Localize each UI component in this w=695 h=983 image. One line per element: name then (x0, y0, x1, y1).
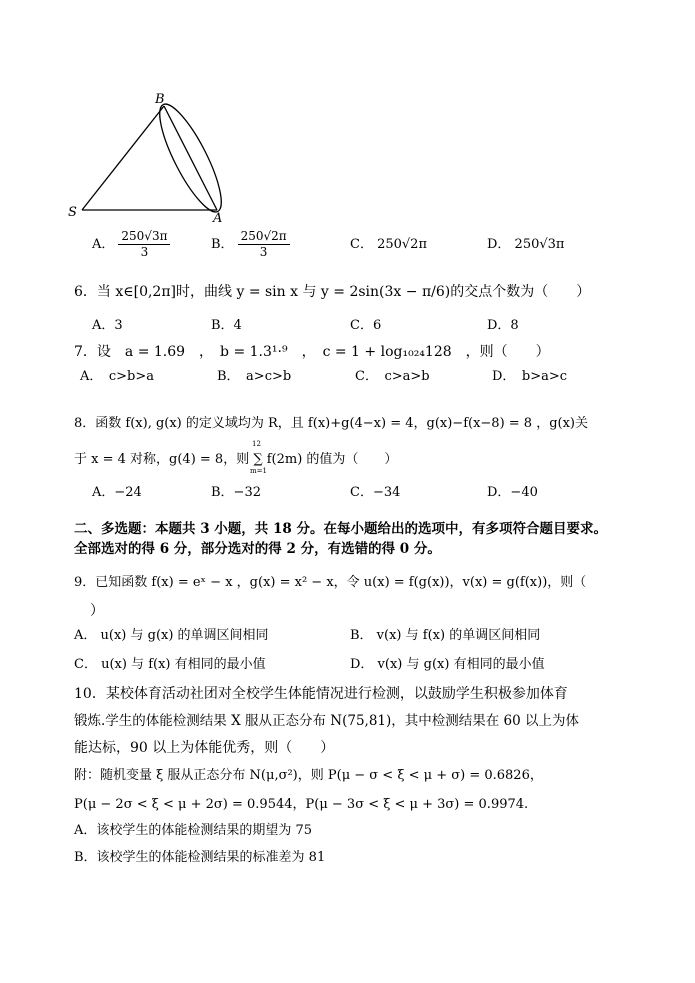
q10-line-1: 10．某校体育活动社团对全校学生体能情况进行检测，以鼓励学生积极参加体育 (74, 686, 568, 702)
cone-edge-sb (82, 106, 164, 210)
q7-option-a: A． c>b>a (80, 369, 155, 384)
q7-option-c: C． c>a>b (355, 369, 430, 384)
q7-option-d: D． b>a>c (492, 369, 568, 384)
q9-option-d: D． v(x) 与 g(x) 有相同的最小值 (350, 657, 545, 672)
q6-option-d: D．8 (487, 318, 519, 333)
cone-diameter-ba (164, 106, 217, 210)
q8-option-c: C．−34 (350, 485, 401, 500)
q6-stem: 6．当 x∈[0,2π]时，曲线 y = sin x 与 y = 2sin(3x − π/6)的交点个数为（ ） (74, 284, 591, 300)
q7-option-b: B． a>c>b (217, 369, 292, 384)
q8-option-d: D．−40 (487, 485, 538, 500)
q10-note-2: P(μ − 2σ < ξ < μ + 2σ) = 0.9544，P(μ − 3σ < ξ < μ + 3σ) = 0.9974. (74, 797, 529, 812)
label-b: B (155, 92, 165, 107)
q8-line-1: 8．函数 f(x), g(x) 的定义域均为 R，且 f(x)+g(4−x) = 4，g(x)−f(x−8) = 8 ，g(x)关 (74, 416, 589, 431)
q10-option-a: A．该校学生的体能检测结果的期望为 75 (74, 823, 313, 838)
cone-figure (60, 88, 240, 223)
q5-option-b: B． $\frac{250√2\pi}{3}$ (211, 229, 290, 260)
q10-note-1: 附：随机变量 ξ 服从正态分布 N(μ,σ²)，则 P(μ − σ < ξ < μ + σ) = 0.6826， (74, 768, 543, 783)
q5-option-a-fraction: $\frac{250√3\pi}{3}$ (118, 229, 170, 260)
q5-option-a: A． $\frac{250√3\pi}{3}$ (92, 229, 170, 260)
q9-option-c: C． u(x) 与 f(x) 有相同的最小值 (74, 657, 266, 672)
q5-option-b-fraction: $\frac{250√2\pi}{3}$ (238, 229, 290, 260)
q5-option-c: C． 250√2π (350, 237, 427, 252)
q10-option-b: B．该校学生的体能检测结果的标准差为 81 (74, 850, 326, 865)
label-a: A (213, 211, 223, 223)
label-s: S (68, 205, 77, 220)
q8-sum-top: 12 (252, 440, 261, 448)
q8-sum-bottom: m=1 (250, 467, 267, 475)
q5-option-d: D． 250√3π (487, 237, 565, 252)
q9-option-b: B． v(x) 与 f(x) 的单调区间相同 (350, 628, 541, 643)
q8-option-a: A．−24 (92, 485, 142, 500)
q9-line-1: 9．已知函数 f(x) = eˣ − x ，g(x) = x² − x，令 u(x) = f(g(x))，v(x) = g(f(x))，则（ (74, 575, 587, 590)
q6-option-c: C．6 (350, 318, 382, 333)
q6-option-a: A．3 (92, 318, 123, 333)
q6-option-b: B．4 (211, 318, 242, 333)
q10-line-2: 锻炼.学生的体能检测结果 X 服从正态分布 N(75,81)，其中检测结果在 60 以上为体 (74, 713, 580, 729)
section-2-scoring: 全部选对的得 6 分，部分选对的得 2 分，有选错的得 0 分。 (74, 541, 441, 557)
section-2-heading: 二、多选题：本题共 3 小题，共 18 分。在每小题给出的选项中，有多项符合题目要求。 (74, 521, 607, 537)
q8-line-2: 于 x = 4 对称，g(4) = 8，则 ∑ f(2m) 的值为（ ） (74, 452, 398, 467)
q7-stem: 7．设 a = 1.69 ， b = 1.3¹·⁹ ， c = 1 + log₁₀₂₄128 ，则（ ） (74, 344, 550, 360)
q10-line-3: 能达标，90 以上为体能优秀，则（ ） (74, 740, 335, 756)
q8-option-b: B．−32 (211, 485, 261, 500)
q9-line-2: ） (90, 603, 104, 619)
q9-option-a: A． u(x) 与 g(x) 的单调区间相同 (74, 628, 269, 643)
